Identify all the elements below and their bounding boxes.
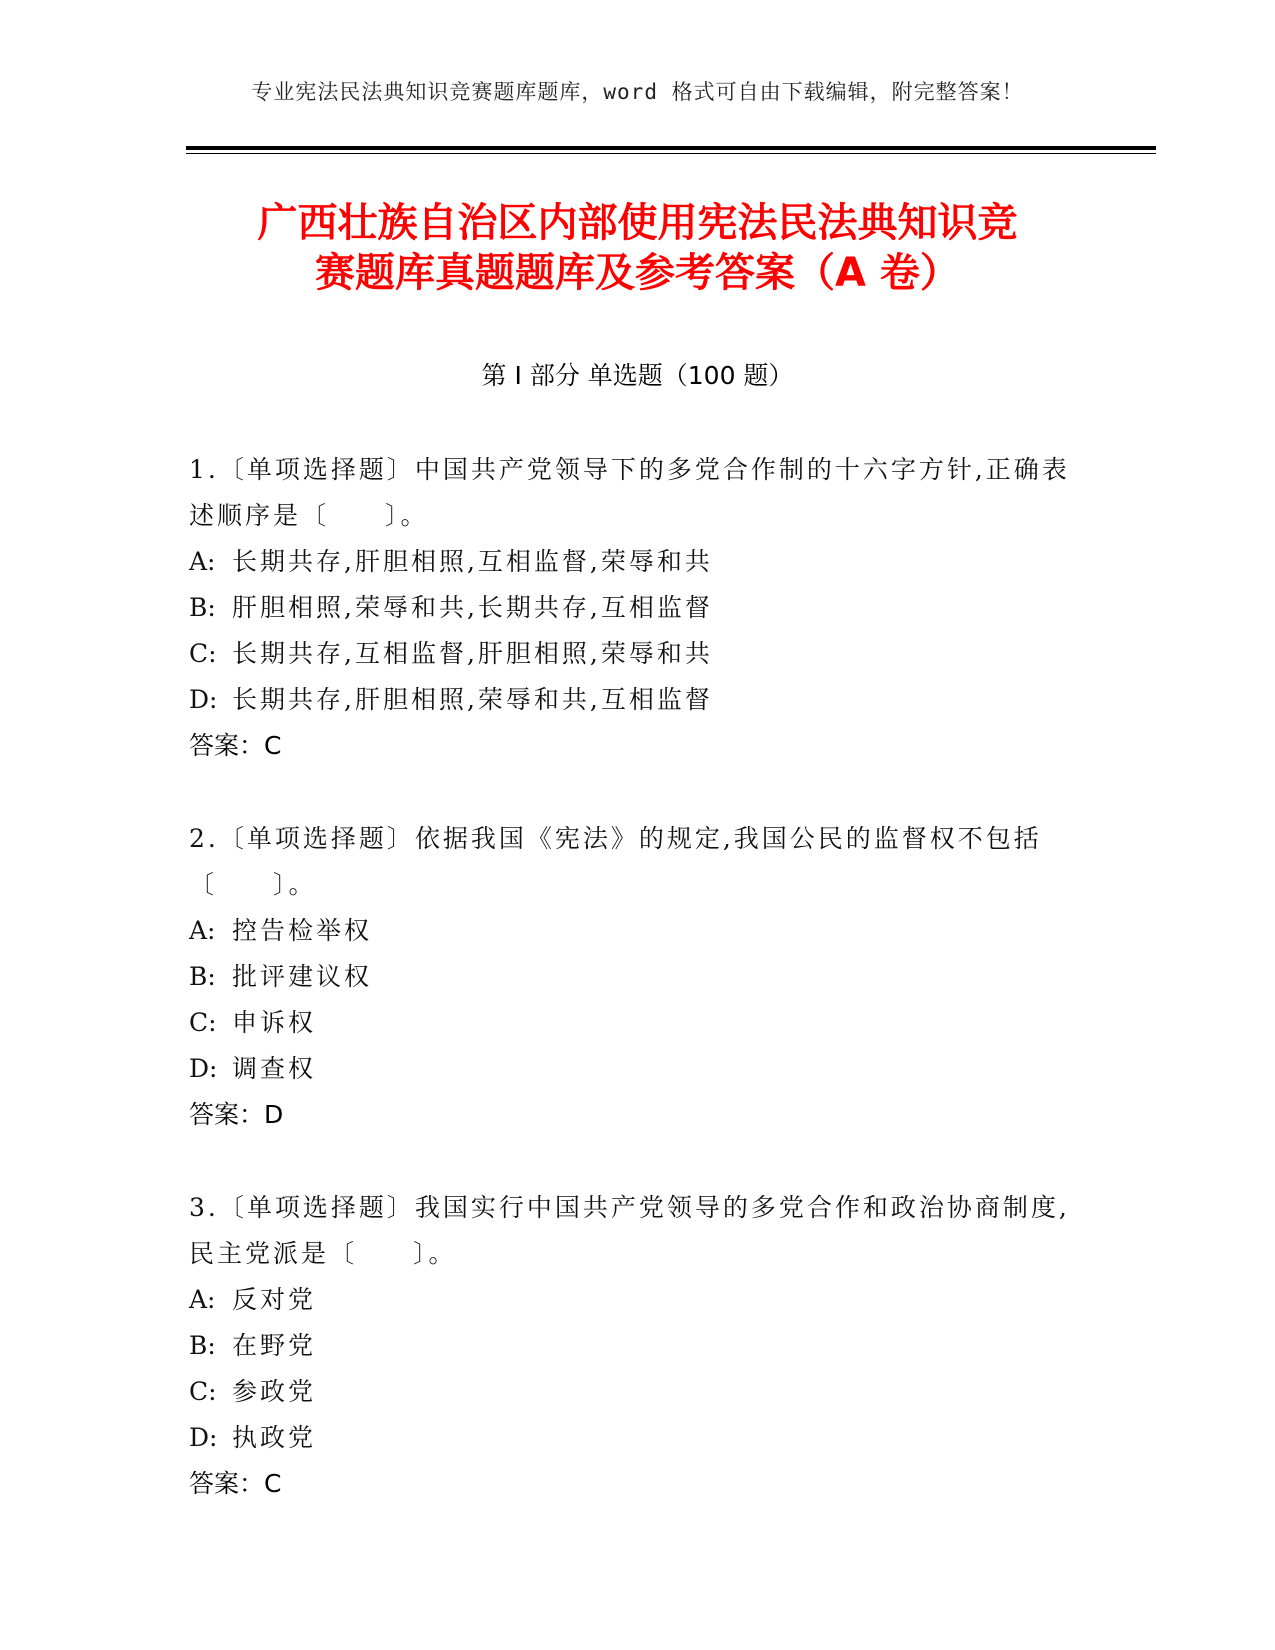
header-rule-thick bbox=[186, 146, 1156, 150]
option-d bbox=[189, 1046, 1079, 1092]
option-key: B: bbox=[189, 1331, 216, 1360]
option-key: C: bbox=[189, 1008, 217, 1037]
question-stem: 2.〔单项选择题〕依据我国《宪法》的规定,我国公民的监督权不包括〔 〕。 bbox=[189, 824, 1042, 899]
option-b bbox=[189, 1323, 1079, 1369]
option-key: A: bbox=[189, 916, 216, 945]
option-key: A: bbox=[189, 1285, 216, 1314]
option-d bbox=[189, 677, 1079, 723]
document-title bbox=[0, 198, 1275, 298]
option-c bbox=[189, 1369, 1079, 1415]
option-a bbox=[189, 908, 1079, 954]
option-c bbox=[189, 1000, 1079, 1046]
option-key: C: bbox=[189, 639, 217, 668]
option-text: 参政党 bbox=[232, 1377, 317, 1406]
option-a bbox=[189, 539, 1079, 585]
section-heading: 第 I 部分 单选题（100 题） bbox=[481, 361, 794, 390]
question-stem: 1.〔单项选择题〕中国共产党领导下的多党合作制的十六字方针,正确表述顺序是〔 〕。 bbox=[189, 455, 1070, 530]
answer-line bbox=[189, 1092, 1079, 1138]
answer-value: C bbox=[264, 731, 282, 760]
title-line-1: 广西壮族自治区内部使用宪法民法典知识竞 bbox=[257, 200, 1018, 246]
question-1 bbox=[189, 447, 1079, 769]
question-2 bbox=[189, 816, 1079, 1138]
option-key: A: bbox=[189, 547, 216, 576]
question-list bbox=[189, 447, 1079, 1554]
option-key: C: bbox=[189, 1377, 217, 1406]
answer-value: C bbox=[264, 1469, 282, 1498]
option-text: 调查权 bbox=[232, 1054, 317, 1083]
option-text: 肝胆相照,荣辱和共,长期共存,互相监督 bbox=[232, 593, 713, 622]
question-3 bbox=[189, 1185, 1079, 1507]
answer-label: 答案： bbox=[189, 1100, 265, 1129]
option-text: 长期共存,肝胆相照,荣辱和共,互相监督 bbox=[232, 685, 713, 714]
option-text: 反对党 bbox=[232, 1285, 317, 1314]
option-c bbox=[189, 631, 1079, 677]
answer-line bbox=[189, 723, 1079, 769]
option-a bbox=[189, 1277, 1079, 1323]
title-line-2: 赛题库真题题库及参考答案（A 卷） bbox=[315, 250, 960, 296]
option-text: 批评建议权 bbox=[232, 962, 373, 991]
option-key: D: bbox=[189, 685, 218, 714]
option-text: 控告检举权 bbox=[232, 916, 373, 945]
option-b bbox=[189, 585, 1079, 631]
answer-label: 答案： bbox=[189, 731, 265, 760]
option-text: 在野党 bbox=[232, 1331, 317, 1360]
answer-value: D bbox=[264, 1100, 284, 1129]
answer-label: 答案： bbox=[189, 1469, 265, 1498]
question-stem: 3.〔单项选择题〕我国实行中国共产党领导的多党合作和政治协商制度,民主党派是〔 〕。 bbox=[189, 1193, 1070, 1268]
option-text: 申诉权 bbox=[232, 1008, 317, 1037]
option-key: D: bbox=[189, 1423, 218, 1452]
header-rule-thin bbox=[186, 153, 1156, 154]
option-text: 长期共存,肝胆相照,互相监督,荣辱和共 bbox=[232, 547, 713, 576]
option-key: D: bbox=[189, 1054, 218, 1083]
option-b bbox=[189, 954, 1079, 1000]
header-note: 专业宪法民法典知识竞赛题库题库，word 格式可自由下载编辑，附完整答案！ bbox=[251, 80, 1024, 104]
option-text: 执政党 bbox=[232, 1423, 317, 1452]
option-key: B: bbox=[189, 962, 216, 991]
option-d bbox=[189, 1415, 1079, 1461]
answer-line bbox=[189, 1461, 1079, 1507]
option-text: 长期共存,互相监督,肝胆相照,荣辱和共 bbox=[232, 639, 713, 668]
option-key: B: bbox=[189, 593, 216, 622]
